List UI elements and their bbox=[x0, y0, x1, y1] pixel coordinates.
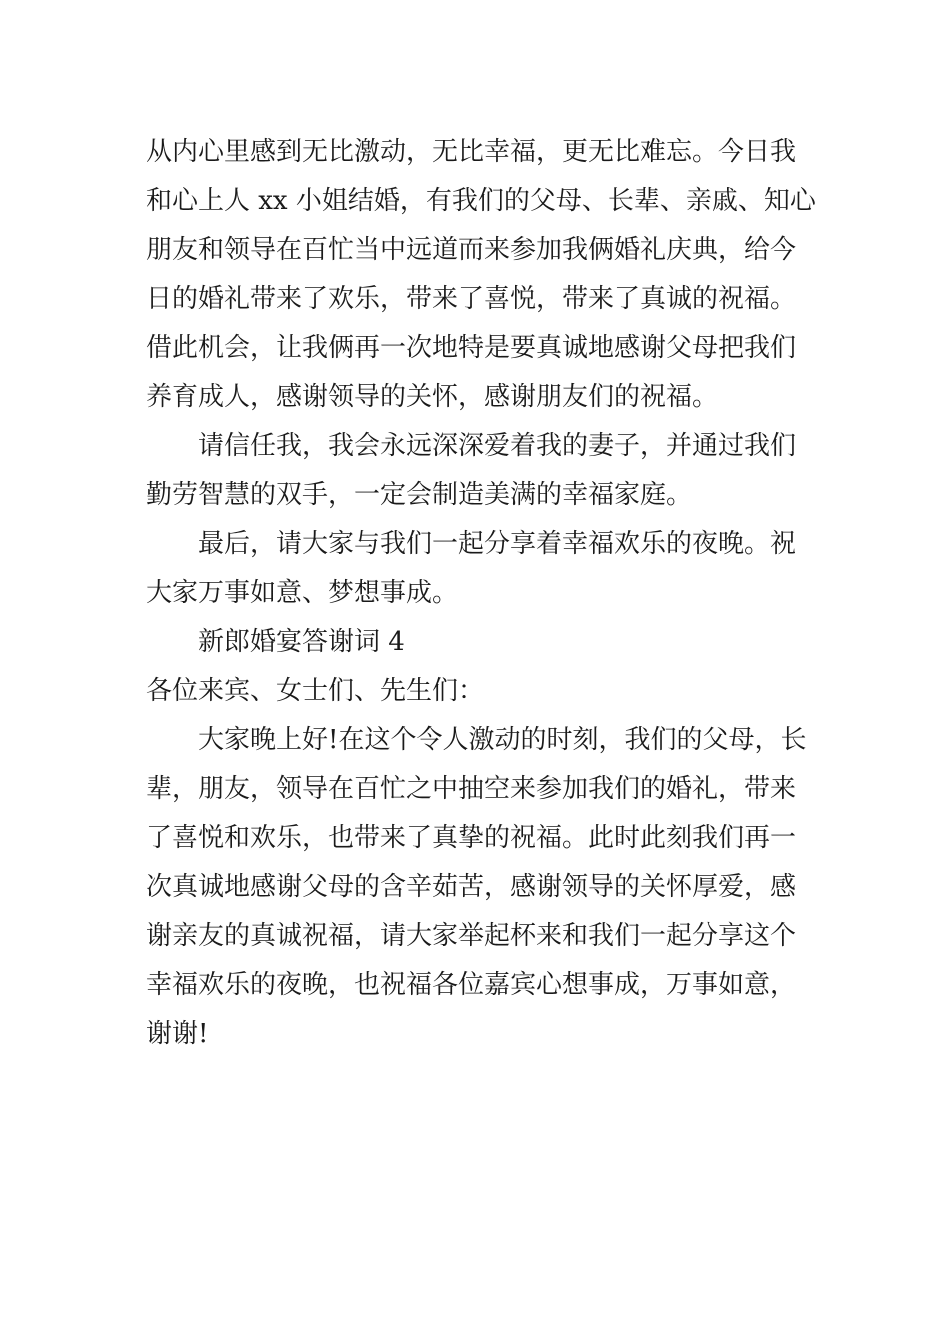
section-title bbox=[146, 618, 806, 667]
text-line: 次真诚地感谢父母的含辛茹苦，感谢领导的关怀厚爱，感 bbox=[146, 872, 797, 902]
salutation-text: 各位来宾、女士们、先生们： bbox=[146, 676, 485, 706]
section-title-text: 新郎婚宴答谢词 4 bbox=[198, 627, 405, 657]
paragraph-promise bbox=[146, 422, 806, 520]
text-line: 借此机会，让我俩再一次地特是要真诚地感谢父母把我们 bbox=[146, 333, 797, 363]
paragraph-closing bbox=[146, 716, 806, 1059]
paragraph-gratitude bbox=[146, 128, 816, 422]
text-line: 养育成人，感谢领导的关怀，感谢朋友们的祝福。 bbox=[146, 382, 719, 412]
text-line: 了喜悦和欢乐，也带来了真挚的祝福。此时此刻我们再一 bbox=[146, 823, 797, 853]
text-line: 朋友和领导在百忙当中远道而来参加我俩婚礼庆典，给今 bbox=[146, 235, 797, 265]
text-line: 幸福欢乐的夜晚，也祝福各位嘉宾心想事成，万事如意， bbox=[146, 970, 797, 1000]
text-line: 辈，朋友，领导在百忙之中抽空来参加我们的婚礼，带来 bbox=[146, 774, 797, 804]
text-line: 勤劳智慧的双手，一定会制造美满的幸福家庭。 bbox=[146, 480, 693, 510]
text-line: 大家万事如意、梦想事成。 bbox=[146, 578, 459, 608]
text-line: 谢谢! bbox=[146, 1019, 209, 1049]
text-line: 最后，请大家与我们一起分享着幸福欢乐的夜晚。祝 bbox=[198, 529, 797, 559]
paragraph-toast bbox=[146, 520, 806, 618]
text-line: 大家晚上好!在这个令人激动的时刻，我们的父母，长 bbox=[198, 725, 807, 755]
salutation bbox=[146, 667, 806, 716]
text-line: 请信任我，我会永远深深爱着我的妻子，并通过我们 bbox=[198, 431, 797, 461]
text-line: 和心上人 xx 小姐结婚，有我们的父母、长辈、亲戚、知心 bbox=[146, 186, 816, 216]
text-line: 谢亲友的真诚祝福，请大家举起杯来和我们一起分享这个 bbox=[146, 921, 797, 951]
text-line: 从内心里感到无比激动，无比幸福，更无比难忘。今日我 bbox=[146, 137, 797, 167]
text-line: 日的婚礼带来了欢乐，带来了喜悦，带来了真诚的祝福。 bbox=[146, 284, 797, 314]
document-body bbox=[146, 128, 816, 1059]
